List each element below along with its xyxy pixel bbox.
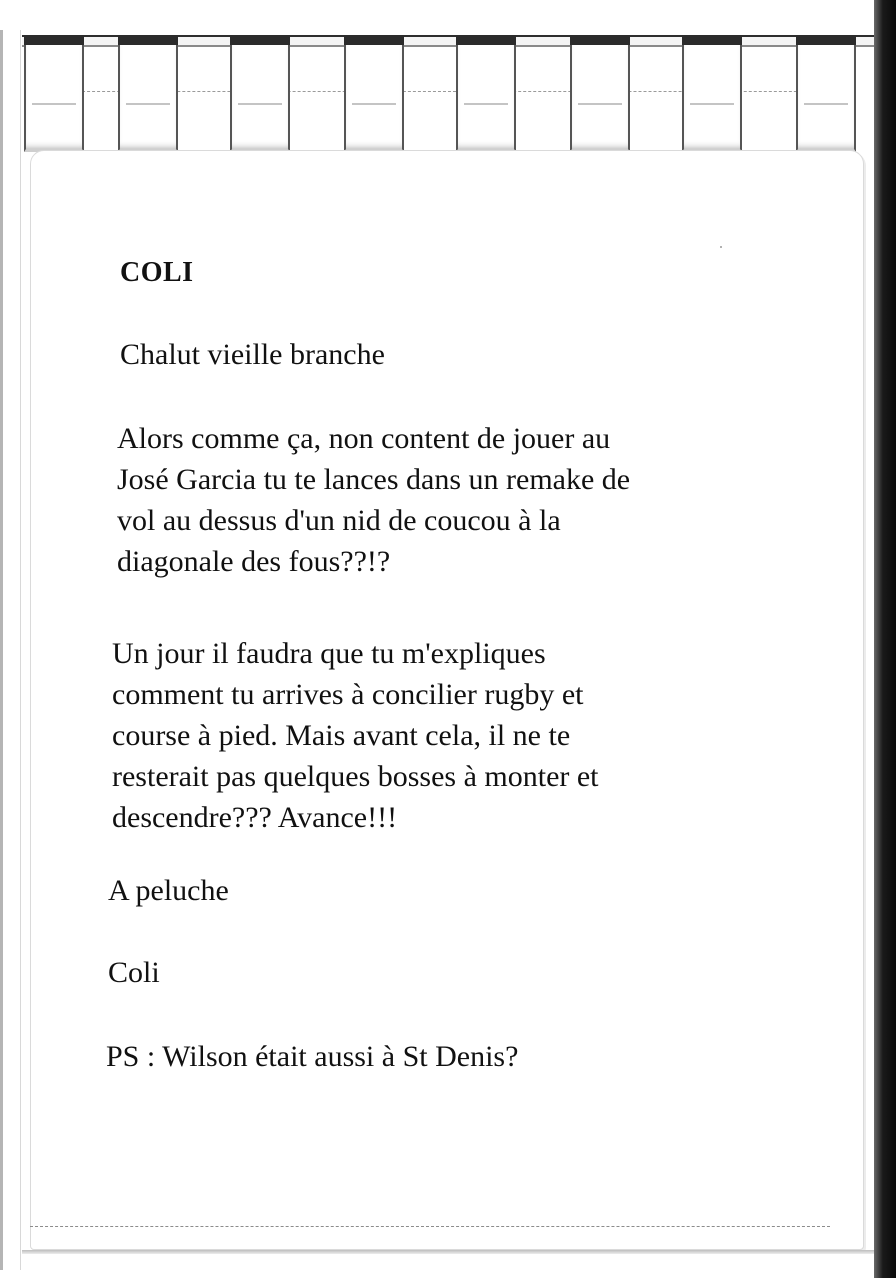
paper-speck — [720, 246, 722, 248]
letter-signature: Coli — [108, 956, 160, 989]
page-bottom-perforation — [30, 1226, 830, 1227]
page-bottom-edge — [22, 1250, 874, 1254]
binding-ring — [118, 43, 178, 152]
letter-paragraph-2 — [112, 633, 772, 838]
spiral-binding — [22, 35, 874, 155]
binding-ring — [24, 43, 84, 152]
binding-ring — [570, 43, 630, 152]
paragraph-line: descendre??? Avance!!! — [112, 801, 398, 834]
letter-closing: A peluche — [108, 874, 229, 907]
paragraph-line: diagonale des fous??!? — [117, 545, 391, 578]
paragraph-line: Un jour il faudra que tu m'expliques — [112, 637, 546, 670]
binding-ring — [344, 43, 404, 152]
paragraph-line: Alors comme ça, non content de jouer au — [117, 422, 611, 455]
paragraph-line: vol au dessus d'un nid de coucou à la — [117, 504, 561, 537]
binding-ring — [796, 43, 856, 152]
letter-heading: COLI — [120, 257, 194, 288]
left-page-edge — [0, 30, 21, 1270]
paragraph-line: course à pied. Mais avant cela, il ne te — [112, 719, 571, 752]
letter-salutation: Chalut vieille branche — [120, 338, 385, 371]
paragraph-line: José Garcia tu te lances dans un remake de — [117, 463, 631, 496]
letter-postscript: PS : Wilson était aussi à St Denis? — [106, 1040, 519, 1073]
paragraph-line: comment tu arrives à concilier rugby et — [112, 678, 584, 711]
paragraph-line: resterait pas quelques bosses à monter et — [112, 760, 599, 793]
binding-ring — [682, 43, 742, 152]
left-edge-shadow — [0, 30, 3, 1270]
binding-ring — [456, 43, 516, 152]
right-scan-edge — [874, 0, 896, 1278]
letter-paragraph-1 — [117, 418, 777, 582]
binding-ring — [230, 43, 290, 152]
